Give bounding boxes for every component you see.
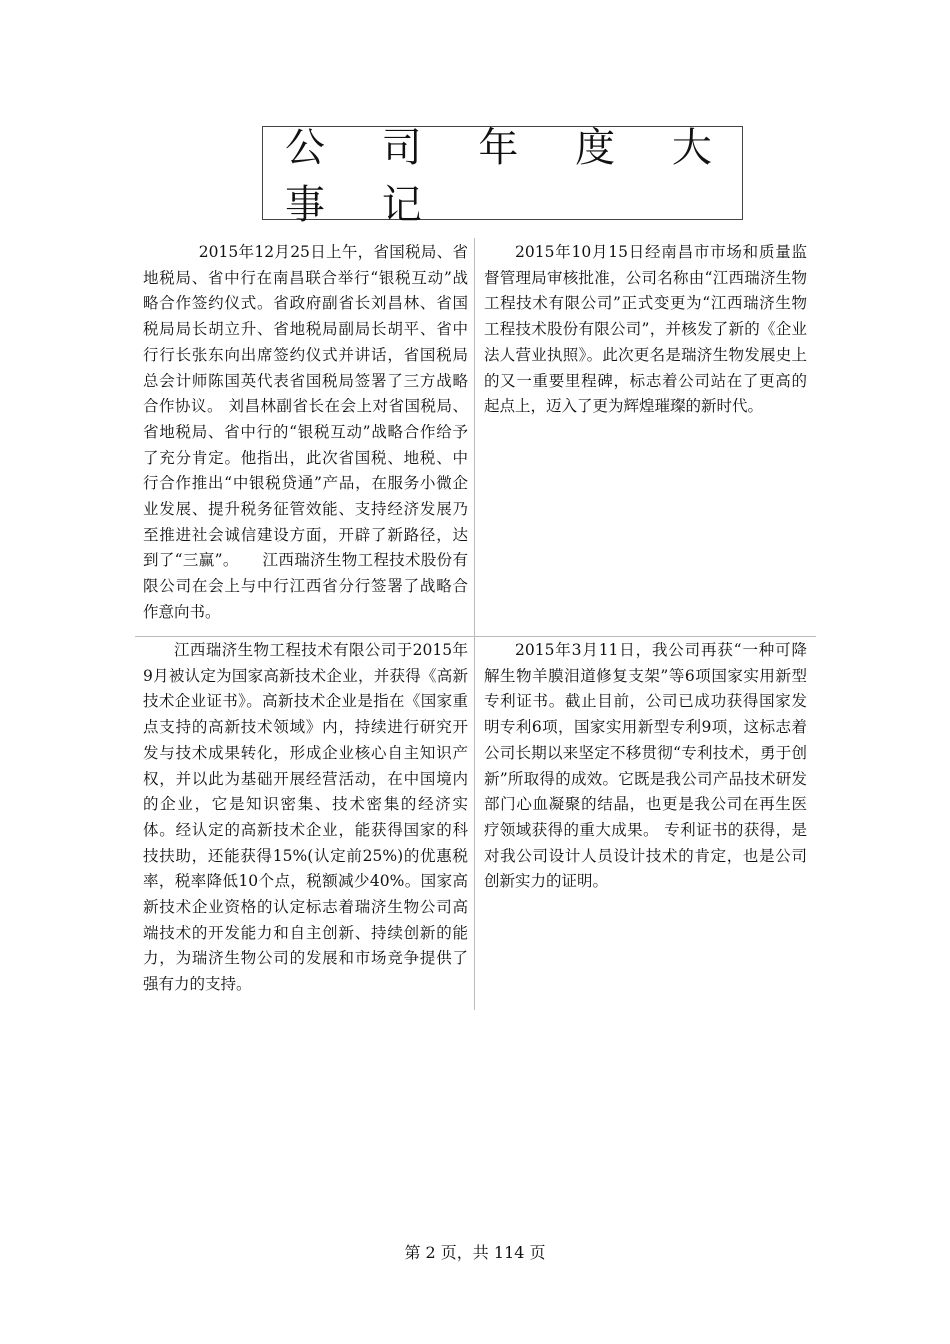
entry-bottom-left: 江西瑞济生物工程技术有限公司于2015年9月被认定为国家高新技术企业，并获得《高新技术企业证书》。高新技术企业是指在《国家重点支持的高新技术领域》内，持续进行研究开发与技术成果转化，形成企业核心自主知识产权，并以此为基础开展经营活动，在中国境内的企业，它是知识密集、技术密集的经济实体。经认定的高新技术企业，能获得国家的科技扶助，还能获得15%(认定前25%)的优惠税率，税率降低10个点，税额减少40%。国家高新技术企业资格的认定标志着瑞济生物公司高端技术的开发能力和自主创新、持续创新的能力，为瑞济生物公司的发展和市场竞争提供了强有力的支持。 xyxy=(143,641,468,994)
title-box xyxy=(262,125,743,228)
entry-top-right: 2015年10月15日经南昌市市场和质量监督管理局审核批准，公司名称由“江西瑞济生物工程技术有限公司”正式变更为“江西瑞济生物工程技术股份有限公司”，并核发了新的《企业法人营业执照》。此次更名是瑞济生物发展史上的又一重要里程碑，标志着公司站在了更高的起点上，迈入了更为辉煌璀璨的新时代。 xyxy=(484,243,807,416)
entry-bottom-right: 2015年3月11日，我公司再获“一种可降解生物羊膜泪道修复支架”等6项国家实用新型专利证书。截止目前，公司已成功获得国家发明专利6项，国家实用新型专利9项，这标志着公司长期以来坚定不移贯彻“专利技术，勇于创新”所取得的成效。它既是我公司产品技术研发部门心血凝聚的结晶，也更是我公司在再生医疗领域获得的重大成果。 专利证书的获得，是对我公司设计人员设计技术的肯定，也是公司创新实力的证明。 xyxy=(484,641,807,891)
page-title: 公 司 年 度 大 事 记 xyxy=(285,125,734,228)
row-divider xyxy=(135,636,816,637)
page-footer: 第 2 页，共 114 页 xyxy=(404,1243,546,1262)
entry-top-left: 2015年12月25日上午，省国税局、省地税局、省中行在南昌联合举行“银税互动”战略合作签约仪式。省政府副省长刘昌林、省国税局局长胡立升、省地税局副局长胡平、省中行行长张东向出席签约仪式并讲话，省国税局总会计师陈国英代表省国税局签署了三方战略合作协议。 刘昌林副省长在会上对省国税局、省地税局、省中行的“银税互动”战略合作给予了充分肯定。他指出，此次省国税、地税、中行合作推出“中银税贷通”产品，在服务小微企业发展、提升税务征管效能、支持经济发展乃至推进社会诚信建设方面，开辟了新路径，达到了“三赢”。 江西瑞济生物工程技术股份有限公司在会上与中行江西省分行签署了战略合作意向书。 xyxy=(143,243,468,621)
column-divider xyxy=(474,238,475,1010)
